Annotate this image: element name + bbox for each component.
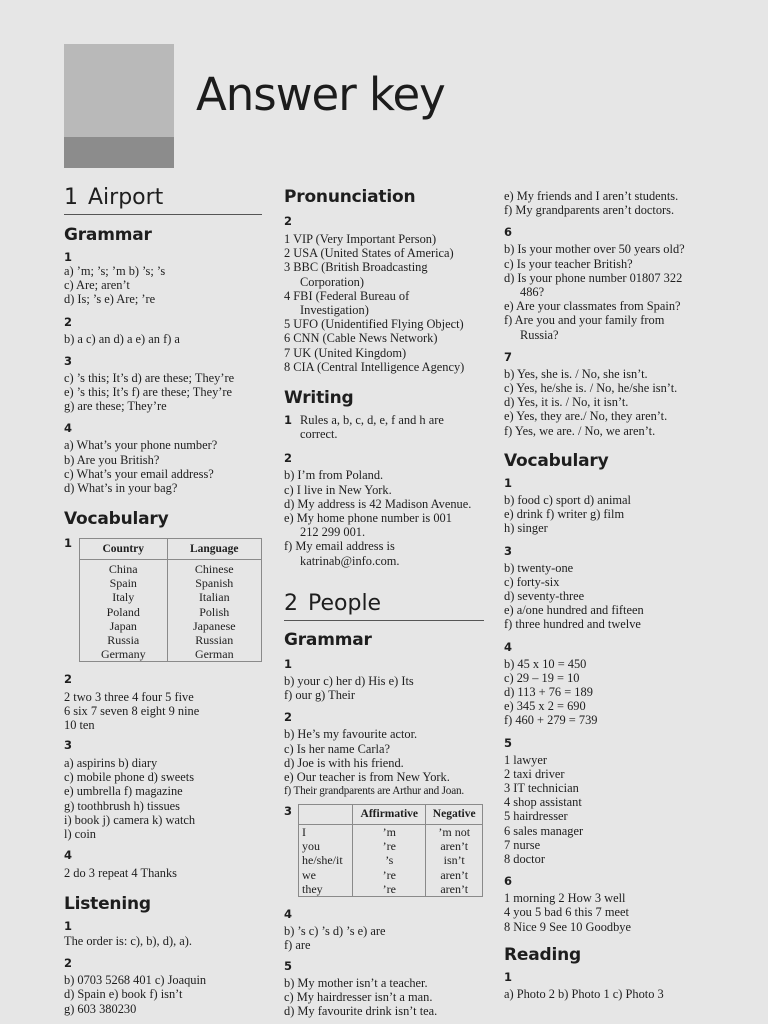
section-heading: Grammar — [64, 225, 152, 245]
answer-line: 2 two 3 three 4 four 5 five — [64, 690, 194, 704]
grammar-section — [64, 224, 262, 495]
answer-line: 1 morning 2 How 3 well — [504, 891, 626, 906]
exercise-number: 1 — [64, 536, 73, 550]
table-cell: ’re — [353, 839, 426, 853]
table-header: Country — [80, 539, 168, 560]
exercise-number: 6 — [504, 874, 513, 889]
answer-line: g) are these; They’re — [64, 399, 167, 414]
answer-line: 486? — [520, 285, 545, 300]
answer-line: 3 BBC (British Broadcasting — [284, 260, 428, 275]
table-row — [80, 619, 262, 633]
answer-line: d) My favourite drink isn’t tea. — [284, 1004, 438, 1019]
section-heading: Reading — [504, 945, 581, 965]
writing-section — [284, 387, 484, 568]
unit-name: Airport — [88, 185, 164, 210]
section-heading: Vocabulary — [64, 509, 169, 529]
unit-number: 1 — [64, 185, 78, 210]
answer-line: c) Yes, he/she is. / No, he/she isn’t. — [504, 381, 678, 396]
answer-line: b) Is your mother over 50 years old? — [504, 242, 685, 257]
table-cell: Japanese — [167, 619, 261, 633]
exercise-number: 4 — [64, 848, 73, 862]
answer-line: e) My home phone number is 001 — [284, 511, 452, 526]
answer-line: d) Is; ’s e) Are; ’re — [64, 292, 156, 307]
answer-line: katrinab@info.com. — [300, 553, 400, 568]
exercise-number: 2 — [284, 710, 293, 725]
table-cell: Spanish — [167, 576, 261, 590]
pronunciation-section — [284, 186, 484, 374]
answer-line: g) 603 380230 — [64, 1001, 137, 1016]
answer-line: a) What’s your phone number? — [64, 438, 218, 453]
answer-line: f) My grandparents aren’t doctors. — [504, 203, 675, 218]
answer-line: b) ’s c) ’s d) ’s e) are — [284, 924, 386, 938]
unit-name: People — [308, 591, 382, 616]
answer-line: e) Yes, they are./ No, they aren’t. — [504, 409, 668, 424]
answer-line: d) seventy-three — [504, 589, 585, 604]
answer-line: f) 460 + 279 = 739 — [504, 713, 598, 728]
answer-line: c) My hairdresser isn’t a man. — [284, 990, 433, 1005]
answer-line: b) food c) sport d) animal — [504, 493, 631, 507]
exercise-number: 2 — [284, 214, 293, 228]
answer-line: c) What’s your email address? — [64, 466, 214, 481]
section-heading: Listening — [64, 894, 151, 914]
vocabulary-section — [504, 450, 714, 934]
table-cell: he/she/it — [299, 853, 353, 867]
exercise-number: 5 — [504, 735, 513, 750]
table-row — [299, 882, 483, 897]
table-row — [80, 633, 262, 647]
table-header: Negative — [426, 805, 483, 825]
exercise-number: 3 — [284, 804, 293, 818]
table-cell: Spain — [80, 576, 168, 590]
answer-line: 6 sales manager — [504, 823, 584, 838]
answer-line: i) book j) camera k) watch — [64, 812, 196, 827]
table-header: Language — [167, 539, 261, 560]
exercise-number: 1 — [504, 970, 513, 984]
exercise-number: 4 — [504, 639, 513, 654]
table-cell: Italian — [167, 590, 261, 604]
grammar-continued — [504, 189, 714, 438]
section-heading: Pronunciation — [284, 187, 416, 207]
answer-line: e) My friends and I aren’t students. — [504, 189, 679, 203]
page-title: Answer key — [196, 68, 445, 121]
exercise-number: 2 — [284, 451, 293, 466]
answer-line: b) a c) an d) a e) an f) a — [64, 331, 180, 346]
table-cell: Germany — [80, 647, 168, 662]
exercise-number: 4 — [64, 421, 73, 436]
answer-line: c) I live in New York. — [284, 482, 392, 497]
exercise-number: 1 — [64, 919, 73, 933]
answer-line: c) ’s this; It’s d) are these; They’re — [64, 370, 235, 385]
answer-line: g) toothbrush h) tissues — [64, 798, 180, 813]
answer-line: 4 you 5 bad 6 this 7 meet — [504, 905, 629, 920]
table-row — [80, 576, 262, 590]
table-row — [299, 825, 483, 840]
answer-line: 6 six 7 seven 8 eight 9 nine — [64, 704, 200, 719]
answer-line: 212 299 001. — [300, 525, 366, 540]
answer-line: b) 45 x 10 = 450 — [504, 656, 587, 671]
verb-be-table — [298, 804, 483, 897]
answer-line: b) Yes, she is. / No, she isn’t. — [504, 366, 648, 381]
section-heading: Grammar — [284, 630, 372, 650]
exercise-number: 2 — [64, 956, 73, 971]
answer-line: 7 UK (United Kingdom) — [284, 345, 407, 360]
exercise-number: 4 — [284, 907, 293, 921]
answer-line: e) Our teacher is from New York. — [284, 770, 450, 785]
answer-line: l) coin — [64, 827, 96, 842]
answer-line: d) My address is 42 Madison Avenue. — [284, 496, 472, 511]
answer-line: b) Are you British? — [64, 452, 160, 467]
table-cell: Japan — [80, 619, 168, 633]
table-row — [80, 647, 262, 662]
answer-line: a) aspirins b) diary — [64, 756, 158, 770]
answer-line: 2 USA (United States of America) — [284, 246, 454, 261]
answer-line: 10 ten — [64, 718, 95, 733]
answer-line: a) ’m; ’s; ’m b) ’s; ’s — [64, 264, 166, 278]
table-cell: they — [299, 882, 353, 897]
answer-line: e) ’s this; It’s f) are these; They’re — [64, 385, 233, 400]
exercise-number: 3 — [64, 738, 73, 752]
answer-line: 7 nurse — [504, 837, 541, 852]
answer-line: f) are — [284, 938, 311, 953]
table-cell: Polish — [167, 605, 261, 619]
table-cell: Russian — [167, 633, 261, 647]
answer-line: b) twenty-one — [504, 560, 574, 575]
answer-line: b) I’m from Poland. — [284, 468, 384, 483]
table-cell: Poland — [80, 605, 168, 619]
answer-line: b) He’s my favourite actor. — [284, 727, 418, 742]
answer-line: f) Are you and your family from — [504, 313, 665, 328]
table-cell: aren’t — [426, 882, 483, 897]
header-block-light — [64, 44, 174, 137]
answer-line: b) 0703 5268 401 c) Joaquin — [64, 973, 207, 988]
answer-line: f) My email address is — [284, 539, 395, 554]
answer-line: b) My mother isn’t a teacher. — [284, 976, 428, 990]
table-cell: Russia — [80, 633, 168, 647]
answer-line: 6 CNN (Cable News Network) — [284, 331, 438, 346]
exercise-number: 1 — [284, 413, 293, 427]
section-heading: Vocabulary — [504, 451, 609, 471]
table-cell: isn’t — [426, 853, 483, 867]
exercise-number: 5 — [284, 959, 293, 973]
unit-1-title — [64, 184, 262, 215]
answer-line: e) drink f) writer g) film — [504, 507, 625, 522]
answer-line: 1 lawyer — [504, 752, 548, 767]
unit-2-title — [284, 590, 484, 621]
table-cell: ’re — [353, 882, 426, 897]
answer-line: 8 CIA (Central Intelligence Agency) — [284, 359, 465, 374]
vocabulary-section — [64, 508, 262, 880]
answer-line: b) your c) her d) His e) Its — [284, 674, 414, 688]
unit-number: 2 — [284, 591, 298, 616]
answer-line: 4 FBI (Federal Bureau of — [284, 288, 410, 303]
answer-line: 8 Nice 9 See 10 Goodbye — [504, 919, 631, 934]
answer-line: e) 345 x 2 = 690 — [504, 699, 586, 714]
answer-line: 1 VIP (Very Important Person) — [284, 232, 437, 246]
answer-line: Corporation) — [300, 274, 365, 289]
answer-line: c) Are; aren’t — [64, 278, 130, 293]
table-row — [299, 839, 483, 853]
answer-line: Russia? — [520, 327, 559, 342]
reading-section — [504, 944, 714, 1001]
table-cell: we — [299, 868, 353, 882]
table-cell: you — [299, 839, 353, 853]
exercise-number: 7 — [504, 349, 513, 364]
answer-line: 5 hairdresser — [504, 809, 568, 824]
table-row — [80, 605, 262, 619]
answer-line: d) Yes, it is. / No, it isn’t. — [504, 395, 629, 410]
table-header: Affirmative — [353, 805, 426, 825]
table-row — [299, 868, 483, 882]
answer-line: f) three hundred and twelve — [504, 617, 641, 632]
exercise-number: 1 — [504, 476, 513, 490]
table-row — [299, 853, 483, 867]
answer-line: 2 do 3 repeat 4 Thanks — [64, 866, 177, 880]
answer-line: Rules a, b, c, d, e, f and h are — [300, 413, 444, 427]
answer-line: c) 29 – 19 = 10 — [504, 670, 580, 685]
answer-line: d) Is your phone number 01807 322 — [504, 270, 683, 285]
exercise-number: 6 — [504, 225, 513, 240]
answer-line: d) 113 + 76 = 189 — [504, 685, 593, 700]
answer-line: 3 IT technician — [504, 781, 579, 796]
answer-line: 4 shop assistant — [504, 795, 582, 810]
table-cell: I — [299, 825, 353, 840]
answer-line: f) our g) Their — [284, 688, 355, 703]
exercise-number: 2 — [64, 314, 73, 329]
answer-line: e) Are your classmates from Spain? — [504, 299, 681, 314]
answer-line: 8 doctor — [504, 852, 545, 867]
answer-line: 5 UFO (Unidentified Flying Object) — [284, 317, 464, 332]
answer-line: c) forty-six — [504, 574, 560, 589]
answer-line: 2 taxi driver — [504, 766, 565, 781]
answer-line: The order is: c), b), d), a). — [64, 934, 192, 948]
header-block-dark — [64, 137, 174, 168]
exercise-number: 3 — [504, 543, 513, 558]
answer-line: f) Their grandparents are Arthur and Joan. — [284, 785, 464, 798]
table-cell: Italy — [80, 590, 168, 604]
table-cell: ’m not — [426, 825, 483, 840]
table-cell: China — [80, 560, 168, 577]
table-cell: aren’t — [426, 839, 483, 853]
table-cell: ’s — [353, 853, 426, 867]
answer-line: c) Is your teacher British? — [504, 256, 633, 271]
answer-line: c) mobile phone d) sweets — [64, 770, 195, 785]
table-row — [80, 560, 262, 577]
exercise-number: 1 — [284, 657, 293, 671]
exercise-number: 1 — [64, 250, 73, 264]
answer-line: e) a/one hundred and fifteen — [504, 603, 644, 618]
answer-line: f) Yes, we are. / No, we aren’t. — [504, 423, 656, 438]
exercise-number: 2 — [64, 672, 73, 686]
table-cell: German — [167, 647, 261, 662]
table-cell: Chinese — [167, 560, 261, 577]
listening-section — [64, 893, 262, 1016]
answer-line: h) singer — [504, 521, 548, 536]
section-heading: Writing — [284, 388, 354, 408]
answer-line: Investigation) — [300, 303, 369, 318]
exercise-number: 3 — [64, 353, 73, 368]
answer-line: c) Is her name Carla? — [284, 741, 390, 756]
table-cell: ’re — [353, 868, 426, 882]
table-cell: ’m — [353, 825, 426, 840]
answer-line: d) Joe is with his friend. — [284, 755, 404, 770]
answer-line: d) Spain e) book f) isn’t — [64, 987, 183, 1002]
grammar-section — [284, 629, 484, 1019]
answer-line: a) Photo 2 b) Photo 1 c) Photo 3 — [504, 987, 664, 1001]
answer-line: e) umbrella f) magazine — [64, 784, 183, 799]
table-cell: aren’t — [426, 868, 483, 882]
table-header — [299, 805, 353, 825]
answer-line: correct. — [300, 427, 338, 442]
table-row — [80, 590, 262, 604]
country-language-table — [79, 538, 262, 662]
answer-line: d) What’s in your bag? — [64, 481, 178, 496]
